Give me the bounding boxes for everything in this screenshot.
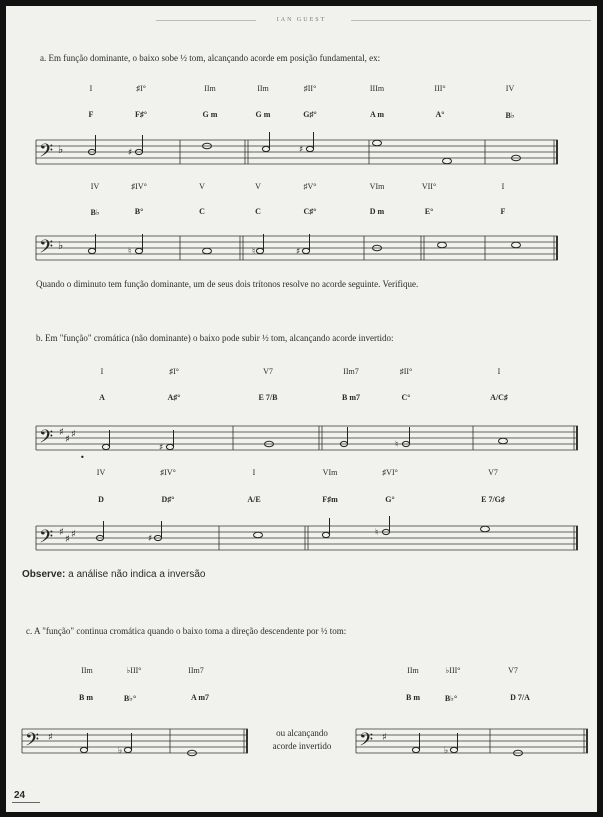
degree-label: VIm <box>369 182 385 191</box>
degree-label: IV <box>90 182 100 191</box>
degree-label: IV <box>505 84 515 93</box>
svg-text:♯: ♯ <box>159 443 164 453</box>
sharp-sign-icon: ♯ <box>71 529 76 540</box>
degree-label: ♯I° <box>136 84 146 93</box>
bass-clef-icon: 𝄢 <box>39 427 54 452</box>
chord-label: E 7/G♯ <box>481 495 505 504</box>
degree-label: ♯IV° <box>160 468 176 477</box>
inversion-note <box>262 727 342 753</box>
observe-note <box>22 569 205 580</box>
page-number-rule <box>12 802 40 803</box>
chord-label: F♯m <box>322 495 338 504</box>
staff-c-right <box>354 719 590 763</box>
degree-label: V7 <box>488 468 498 477</box>
svg-text:♯: ♯ <box>299 145 304 155</box>
sharp-sign-icon: ♯ <box>48 732 53 743</box>
sharp-sign-icon: ♯ <box>59 527 64 538</box>
degree-label: I <box>100 367 104 376</box>
sharp-sign-icon: ♯ <box>59 427 64 438</box>
section-a-note: Quando o diminuto tem função dominante, um de seus dois trítonos resolve no acorde seguinte. Verifique. <box>36 279 419 289</box>
bass-clef-icon: 𝄢 <box>25 730 40 755</box>
chord-label: A/C♯ <box>490 393 508 402</box>
chord-label: D 7/A <box>510 693 530 702</box>
degree-label: IIm <box>204 84 216 93</box>
chord-label: A° <box>435 110 445 119</box>
chord-label: F <box>88 110 94 119</box>
chord-label: B m <box>406 693 420 702</box>
chord-label: F♯° <box>134 110 148 119</box>
svg-text:♯: ♯ <box>128 148 133 158</box>
degree-label: VII° <box>421 182 437 191</box>
chord-label: F <box>500 207 506 216</box>
section-c-intro: c. A "função" continua cromática quando o baixo toma a direção descendente por ½ tom: <box>26 626 347 636</box>
degree-label: I <box>89 84 93 93</box>
bass-clef-icon: 𝄢 <box>39 141 54 166</box>
degree-label: V <box>199 182 205 191</box>
staff-b1 <box>34 416 580 460</box>
degree-label: ♯I° <box>169 367 179 376</box>
svg-text:♭: ♭ <box>444 746 449 756</box>
chord-label: C <box>255 207 261 216</box>
degree-label: ♯II° <box>303 84 317 93</box>
chord-label: E 7/B <box>258 393 278 402</box>
degree-label: V7 <box>263 367 273 376</box>
header-rule-right <box>351 20 591 21</box>
degree-label: IV <box>96 468 106 477</box>
svg-text:♮: ♮ <box>128 247 132 257</box>
degree-label: I <box>501 182 505 191</box>
degree-label: IIm7 <box>188 666 204 675</box>
chord-label: D m <box>369 207 385 216</box>
svg-text:•: • <box>80 453 85 460</box>
chord-label: B m7 <box>342 393 360 402</box>
bass-clef-icon: 𝄢 <box>359 730 374 755</box>
degree-label: ♯V° <box>303 182 317 191</box>
sharp-sign-icon: ♯ <box>65 534 70 545</box>
svg-text:♮: ♮ <box>395 440 399 450</box>
degree-label: ♭III° <box>126 666 142 675</box>
chord-label: A m <box>370 110 384 119</box>
chord-label: A♯° <box>167 393 181 402</box>
chord-label: B° <box>134 207 144 216</box>
degree-label: I <box>497 367 501 376</box>
chord-label: D <box>98 495 104 504</box>
chord-label: D♯° <box>161 495 175 504</box>
degree-label: I <box>252 468 256 477</box>
section-b-intro: b. Em "função" cromática (não dominante) o baixo pode subir ½ tom, alcançando acorde invertido: <box>36 333 394 343</box>
degree-label: IIm <box>81 666 93 675</box>
chord-label: B m <box>79 693 93 702</box>
book-page <box>6 6 597 812</box>
degree-label: ♯VI° <box>382 468 398 477</box>
staff-c-left <box>20 719 250 763</box>
inversion-note-line2: acorde invertido <box>272 741 332 751</box>
chord-label: B♭° <box>444 694 458 703</box>
degree-label: III° <box>434 84 446 93</box>
svg-text:♭: ♭ <box>118 746 123 756</box>
chord-label: G° <box>385 495 395 504</box>
chord-label: A m7 <box>191 693 209 702</box>
chord-label: G m <box>255 110 271 119</box>
staff-a1 <box>34 132 560 172</box>
staff-a2 <box>34 228 560 268</box>
running-header: IAN GUEST <box>276 17 327 23</box>
degree-label: V <box>255 182 261 191</box>
page-number: 24 <box>14 790 26 801</box>
degree-label: ♯IV° <box>131 182 147 191</box>
svg-text:♮: ♮ <box>375 528 379 538</box>
chord-label: B♭ <box>505 111 515 120</box>
bass-clef-icon: 𝄢 <box>39 527 54 552</box>
chord-label: C <box>199 207 205 216</box>
sharp-sign-icon: ♯ <box>71 429 76 440</box>
degree-label: IIm <box>257 84 269 93</box>
flat-sign-icon: ♭ <box>58 239 64 252</box>
degree-label: ♭III° <box>445 666 461 675</box>
chord-label: C° <box>401 393 411 402</box>
chord-label: E° <box>424 207 434 216</box>
chord-label: G m <box>202 110 218 119</box>
observe-label: Observe: <box>22 569 66 580</box>
svg-text:♮: ♮ <box>252 247 256 257</box>
chord-label: B♭ <box>90 208 100 217</box>
degree-label: IIIm <box>369 84 385 93</box>
sharp-sign-icon: ♯ <box>65 434 70 445</box>
degree-label: IIm7 <box>343 367 359 376</box>
flat-sign-icon: ♭ <box>58 143 64 156</box>
svg-text:♯: ♯ <box>148 534 153 544</box>
chord-label: A/E <box>247 495 261 504</box>
section-a-intro: a. Em função dominante, o baixo sobe ½ tom, alcançando acorde em posição fundamental, ex: <box>40 53 381 63</box>
degree-label: ♯II° <box>399 367 413 376</box>
chord-label: C♯° <box>303 207 317 216</box>
degree-label: VIm <box>322 468 338 477</box>
chord-label: A <box>99 393 105 402</box>
degree-label: V7 <box>508 666 518 675</box>
degree-label: IIm <box>407 666 419 675</box>
svg-text:♯: ♯ <box>296 247 301 257</box>
observe-text: a análise não indica a inversão <box>68 569 206 580</box>
chord-label: B♭° <box>123 694 137 703</box>
bass-clef-icon: 𝄢 <box>39 237 54 262</box>
sharp-sign-icon: ♯ <box>382 732 387 743</box>
inversion-note-line1: ou alcançando <box>276 728 328 738</box>
staff-b2 <box>34 516 580 560</box>
chord-label: G♯° <box>303 110 317 119</box>
